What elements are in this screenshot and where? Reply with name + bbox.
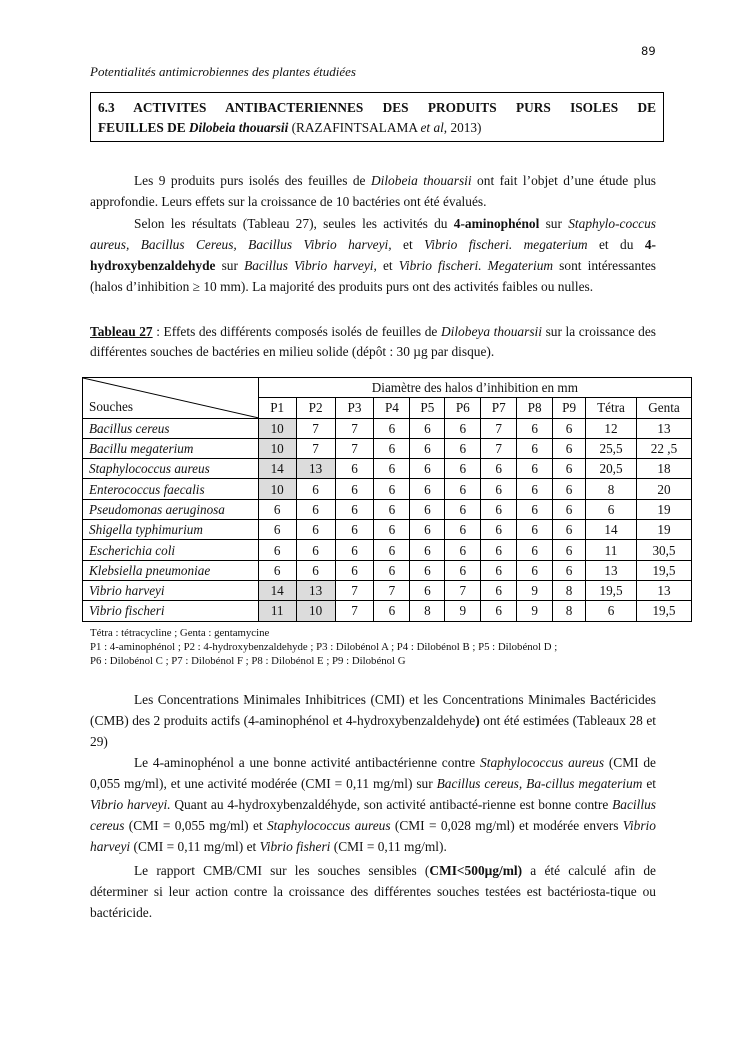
column-header-p4: P4 xyxy=(374,398,410,418)
value-cell: 14 xyxy=(258,459,296,479)
table-body xyxy=(83,418,692,621)
strain-name: Klebsiella pneumoniae xyxy=(83,560,259,580)
table-row xyxy=(83,601,692,621)
value-cell: 6 xyxy=(374,479,410,499)
strain-name: Bacillus cereus xyxy=(83,418,259,438)
value-cell: 6 xyxy=(258,560,296,580)
value-cell: 6 xyxy=(258,540,296,560)
column-header-genta: Genta xyxy=(636,398,691,418)
value-cell: 6 xyxy=(553,540,586,560)
value-cell: 6 xyxy=(517,560,553,580)
value-cell: 7 xyxy=(445,580,481,600)
value-cell: 10 xyxy=(296,601,335,621)
value-cell: 6 xyxy=(445,418,481,438)
value-cell: 6 xyxy=(553,560,586,580)
value-cell: 10 xyxy=(258,418,296,438)
value-cell: 7 xyxy=(481,438,517,458)
column-header-p6: P6 xyxy=(445,398,481,418)
heading-species: Dilobeia thouarsii xyxy=(188,120,289,135)
value-cell: 6 xyxy=(335,520,374,540)
value-cell: 10 xyxy=(258,479,296,499)
value-cell: 8 xyxy=(553,580,586,600)
value-cell: 7 xyxy=(296,418,335,438)
value-cell: 6 xyxy=(445,459,481,479)
value-cell: 6 xyxy=(374,499,410,519)
value-cell: 12 xyxy=(586,418,637,438)
table-label: Tableau 27 xyxy=(90,324,153,339)
value-cell: 6 xyxy=(445,438,481,458)
value-cell: 6 xyxy=(517,479,553,499)
value-cell: 6 xyxy=(517,418,553,438)
value-cell: 6 xyxy=(553,438,586,458)
table-note-1: Tétra : tétracycline ; Genta : gentamycine xyxy=(90,627,270,639)
strain-name: Vibrio fischeri xyxy=(83,601,259,621)
value-cell: 6 xyxy=(374,459,410,479)
value-cell: 11 xyxy=(586,540,637,560)
value-cell: 13 xyxy=(636,580,691,600)
table-caption: Tableau 27 : Effets des différents composés isolés de feuilles de Dilobeya thouarsii sur la croissance des différentes souches de bactéries en milieu solide (dépôt : 30 µg par disque). xyxy=(90,324,656,359)
paragraph-1: Les 9 produits purs isolés des feuilles de Dilobeia thouarsii ont fait l’objet d’une étude plus approfondie. Leurs effets sur la croissance de 10 bactéries ont été évalués. xyxy=(90,173,656,209)
value-cell: 6 xyxy=(553,418,586,438)
value-cell: 14 xyxy=(258,580,296,600)
value-cell: 6 xyxy=(410,580,445,600)
value-cell: 20 xyxy=(636,479,691,499)
value-cell: 6 xyxy=(517,540,553,560)
value-cell: 6 xyxy=(517,438,553,458)
heading-ref-year: , 2013) xyxy=(443,120,482,135)
value-cell: 9 xyxy=(517,601,553,621)
heading-bold-text: FEUILLES DE xyxy=(98,120,189,135)
paragraph-5: Le rapport CMB/CMI sur les souches sensibles (CMI<500µg/ml) a été calculé afin de déterminer si leur action contre la croissance des différentes souches testées est bactériosta-tique ou bactéricide. xyxy=(90,863,657,920)
value-cell: 19,5 xyxy=(636,601,691,621)
table-row xyxy=(83,540,692,560)
value-cell: 6 xyxy=(374,520,410,540)
value-cell: 6 xyxy=(258,520,296,540)
value-cell: 6 xyxy=(481,499,517,519)
paragraph-3: Les Concentrations Minimales Inhibitrices (CMI) et les Concentrations Minimales Bactéricides (CMB) des 2 produits actifs (4-aminophénol et 4-hydroxybenzaldehyde) ont été estimées (Tableaux 28 et 29) xyxy=(90,692,656,749)
value-cell: 6 xyxy=(296,520,335,540)
value-cell: 10 xyxy=(258,438,296,458)
page-number: 89 xyxy=(641,44,656,58)
value-cell: 6 xyxy=(335,560,374,580)
value-cell: 6 xyxy=(481,540,517,560)
table-row xyxy=(83,499,692,519)
value-cell: 7 xyxy=(481,418,517,438)
heading-ref: (RAZAFINTSALAMA xyxy=(288,120,421,135)
value-cell: 6 xyxy=(374,418,410,438)
column-header-p1: P1 xyxy=(258,398,296,418)
strain-name: Escherichia coli xyxy=(83,540,259,560)
column-header-p3: P3 xyxy=(335,398,374,418)
value-cell: 6 xyxy=(335,499,374,519)
column-header-tétra: Tétra xyxy=(586,398,637,418)
running-head: Potentialités antimicrobiennes des plantes étudiées xyxy=(90,64,356,79)
value-cell: 22 ,5 xyxy=(636,438,691,458)
strain-name: Staphylococcus aureus xyxy=(83,459,259,479)
value-cell: 6 xyxy=(517,459,553,479)
value-cell: 6 xyxy=(553,459,586,479)
value-cell: 6 xyxy=(553,479,586,499)
table-note-3: P6 : Dilobénol C ; P7 : Dilobénol F ; P8 : Dilobénol E ; P9 : Dilobénol G xyxy=(90,655,406,667)
value-cell: 6 xyxy=(374,560,410,580)
value-cell: 6 xyxy=(296,499,335,519)
row-header-souches: Souches xyxy=(89,398,133,414)
corner-cell xyxy=(83,378,259,419)
table-row xyxy=(83,479,692,499)
value-cell: 13 xyxy=(636,418,691,438)
strain-name: Bacillu megaterium xyxy=(83,438,259,458)
value-cell: 6 xyxy=(517,499,553,519)
value-cell: 6 xyxy=(445,499,481,519)
value-cell: 6 xyxy=(586,499,637,519)
value-cell: 8 xyxy=(586,479,637,499)
value-cell: 6 xyxy=(481,580,517,600)
value-cell: 6 xyxy=(410,459,445,479)
paragraph-4: Le 4-aminophénol a une bonne activité antibactérienne contre Staphylococcus aureus (CMI de 0,055 mg/ml), et une activité modérée (CMI = 0,11 mg/ml) sur Bacillus cereus, Ba-cillus megaterium et Vibrio harveyi. Quant au 4-hydroxybenzaldéhyde, son activité antibacté-rienne est bonne contre Bacillus cereus (CMI = 0,055 mg/ml) et Staphylococcus aureus (CMI = 0,028 mg/ml) et modérée envers Vibrio harveyi (CMI = 0,11 mg/ml) et Vibrio fisheri (CMI = 0,11 mg/ml). xyxy=(90,755,657,854)
value-cell: 6 xyxy=(410,479,445,499)
column-header-p5: P5 xyxy=(410,398,445,418)
value-cell: 6 xyxy=(296,479,335,499)
value-cell: 6 xyxy=(481,520,517,540)
value-cell: 6 xyxy=(517,520,553,540)
column-header-p9: P9 xyxy=(553,398,586,418)
value-cell: 9 xyxy=(517,580,553,600)
strain-name: Vibrio harveyi xyxy=(83,580,259,600)
value-cell: 6 xyxy=(410,418,445,438)
column-header-p8: P8 xyxy=(517,398,553,418)
value-cell: 7 xyxy=(335,580,374,600)
value-cell: 7 xyxy=(374,580,410,600)
value-cell: 6 xyxy=(481,459,517,479)
table-row xyxy=(83,560,692,580)
value-cell: 6 xyxy=(586,601,637,621)
value-cell: 20,5 xyxy=(586,459,637,479)
value-cell: 13 xyxy=(296,580,335,600)
value-cell: 6 xyxy=(410,540,445,560)
strain-name: Pseudomonas aeruginosa xyxy=(83,499,259,519)
value-cell: 6 xyxy=(445,479,481,499)
value-cell: 13 xyxy=(586,560,637,580)
paragraph-2: Selon les résultats (Tableau 27), seules les activités du 4-aminophénol sur Staphylo-coccus aureus, Bacillus Cereus, Bacillus Vibrio harveyi, et Vibrio fischeri. megaterium et du 4-hydroxybenzaldehyde sur Bacillus Vibrio harveyi, et Vibrio fischeri. Megaterium sont intéressantes (halos d’inhibition ≥ 10 mm). La majorité des produits purs ont des activités faibles ou nulles. xyxy=(90,216,657,294)
value-cell: 6 xyxy=(445,540,481,560)
group-header: Diamètre des halos d’inhibition en mm xyxy=(258,378,691,398)
value-cell: 9 xyxy=(445,601,481,621)
value-cell: 6 xyxy=(553,520,586,540)
table-row xyxy=(83,438,692,458)
strain-name: Enterococcus faecalis xyxy=(83,479,259,499)
heading-ref-etal: et al xyxy=(420,120,444,135)
value-cell: 6 xyxy=(481,560,517,580)
strain-name: Shigella typhimurium xyxy=(83,520,259,540)
value-cell: 6 xyxy=(335,459,374,479)
value-cell: 8 xyxy=(553,601,586,621)
value-cell: 6 xyxy=(410,438,445,458)
value-cell: 18 xyxy=(636,459,691,479)
value-cell: 6 xyxy=(335,540,374,560)
section-heading-line2 xyxy=(98,118,656,138)
section-heading-box xyxy=(90,92,664,142)
value-cell: 8 xyxy=(410,601,445,621)
value-cell: 6 xyxy=(553,499,586,519)
value-cell: 19,5 xyxy=(636,560,691,580)
table-row xyxy=(83,459,692,479)
value-cell: 6 xyxy=(335,479,374,499)
value-cell: 19 xyxy=(636,499,691,519)
value-cell: 25,5 xyxy=(586,438,637,458)
value-cell: 6 xyxy=(258,499,296,519)
value-cell: 6 xyxy=(410,499,445,519)
inhibition-table xyxy=(82,377,692,622)
value-cell: 6 xyxy=(374,438,410,458)
value-cell: 7 xyxy=(335,601,374,621)
table-row xyxy=(83,520,692,540)
section-heading-line1: 6.3 ACTIVITES ANTIBACTERIENNES DES PRODUITS PURS ISOLES DE xyxy=(98,100,656,115)
value-cell: 6 xyxy=(410,560,445,580)
value-cell: 7 xyxy=(296,438,335,458)
value-cell: 6 xyxy=(481,601,517,621)
value-cell: 14 xyxy=(586,520,637,540)
value-cell: 6 xyxy=(296,540,335,560)
value-cell: 6 xyxy=(374,601,410,621)
value-cell: 7 xyxy=(335,418,374,438)
value-cell: 6 xyxy=(445,520,481,540)
table-row xyxy=(83,418,692,438)
value-cell: 11 xyxy=(258,601,296,621)
value-cell: 6 xyxy=(445,560,481,580)
column-header-p7: P7 xyxy=(481,398,517,418)
column-header-p2: P2 xyxy=(296,398,335,418)
value-cell: 13 xyxy=(296,459,335,479)
value-cell: 6 xyxy=(410,520,445,540)
value-cell: 6 xyxy=(374,540,410,560)
table-row xyxy=(83,580,692,600)
value-cell: 6 xyxy=(296,560,335,580)
value-cell: 7 xyxy=(335,438,374,458)
value-cell: 19 xyxy=(636,520,691,540)
value-cell: 6 xyxy=(481,479,517,499)
value-cell: 30,5 xyxy=(636,540,691,560)
table-note-2: P1 : 4-aminophénol ; P2 : 4-hydroxybenzaldehyde ; P3 : Dilobénol A ; P4 : Dilobénol B ; P5 : Dilobénol D ; xyxy=(90,641,558,653)
value-cell: 19,5 xyxy=(586,580,637,600)
